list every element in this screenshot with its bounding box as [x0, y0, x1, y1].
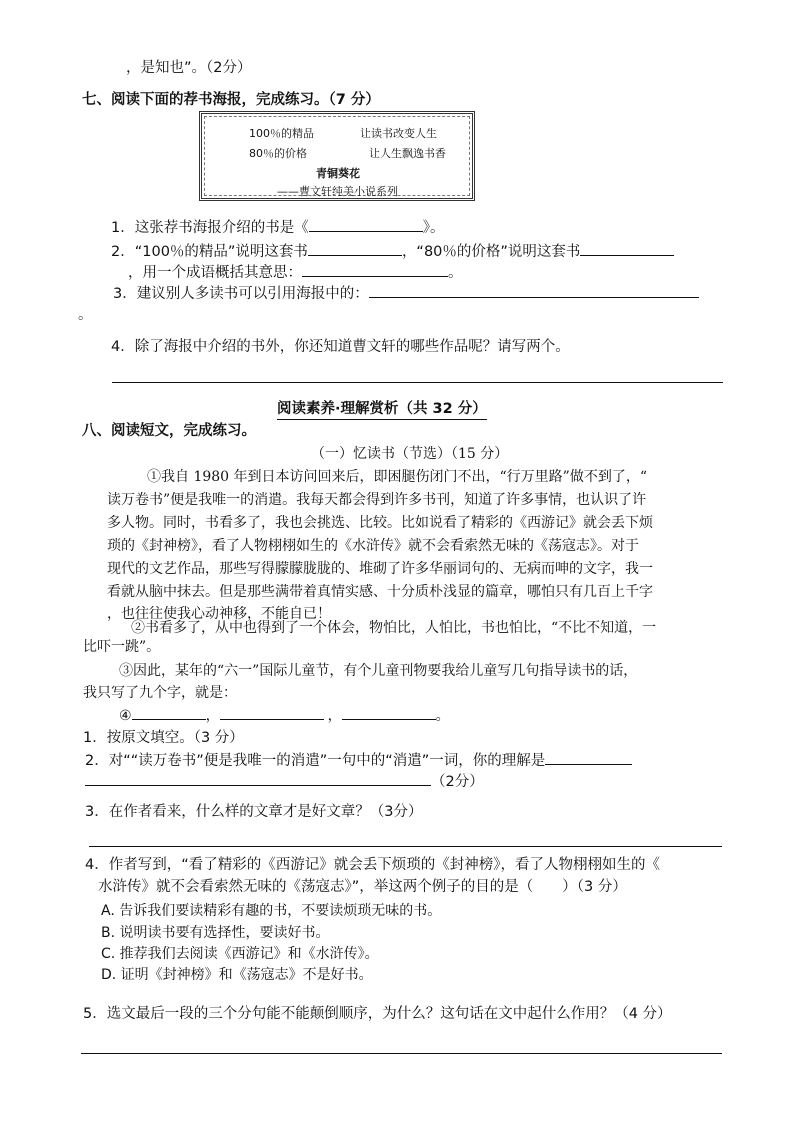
passage-line: 看就从脑中抹去。但是那些满带着真情实感、十分质朴浅显的篇章，哪怕只有几百上千字 — [107, 584, 653, 600]
passage-line: 琐的《封神榜》，看了人物栩栩如生的《水浒传》就不会看索然无味的《荡寇志》。对于 — [107, 538, 639, 554]
answer-blank[interactable] — [369, 283, 699, 298]
question-2-text: 2．对““读万卷书”便是我唯一的消遣”一句中的“消遣”一词，你的理解是 — [85, 753, 546, 769]
question-2-score: （2分） — [431, 774, 484, 790]
poster-text: 80％的价格 — [249, 147, 307, 160]
passage-title: （一）忆读书（节选）（15 分） — [311, 446, 509, 462]
poster-text: 让读书改变人生 — [360, 127, 437, 140]
answer-line[interactable] — [81, 1053, 722, 1054]
end-mark: 。 — [435, 708, 450, 724]
q7-item-2 — [111, 240, 674, 261]
q7-item-4: 4．除了海报中介绍的书外，你还知道曹文轩的哪些作品呢？请写两个。 — [111, 339, 570, 355]
poster-text: 100％的精品 — [249, 127, 314, 140]
separator: ， — [205, 708, 220, 724]
para-number: ④ — [119, 708, 132, 724]
answer-blank[interactable] — [342, 705, 436, 720]
option-b[interactable]: B. 说明读书要有选择性，要读好书。 — [101, 925, 330, 941]
poster-subtitle: ——曹文轩纯美小说系列 — [277, 185, 398, 198]
poster-title: 青铜葵花 — [316, 167, 360, 180]
q7-item-3-text: 3．建议别人多读书可以引用海报中的： — [113, 286, 369, 302]
question-1: 1．按原文填空。（3 分） — [83, 730, 244, 746]
q7-item-2-text-b: ，“80％的价格”说明这套书 — [401, 244, 581, 260]
question-5: 5．选文最后一段的三个分句能不能颠倒顺序，为什么？这句话在文中起什么作用？（4 分） — [83, 1006, 672, 1022]
passage-line: ①我自 1980 年到日本访问回来后，即困腿伤闭门不出，“行万里路”做不到了，“ — [147, 469, 647, 485]
answer-blank[interactable] — [302, 262, 448, 277]
passage-fill-line — [119, 705, 450, 725]
answer-blank[interactable] — [545, 750, 632, 765]
q7-item-2-end: 。 — [448, 265, 463, 281]
passage-line: 比吓一跳”。 — [83, 639, 161, 655]
question-2 — [85, 749, 632, 770]
q7-item-1 — [111, 216, 444, 237]
option-a[interactable]: A. 告诉我们要读精彩有趣的书，不要读烦琐无味的书。 — [101, 903, 442, 919]
passage-line: 多人物。同时，书看多了，我也会挑选、比较。比如说看了精彩的《西游记》就会丢下烦 — [107, 515, 653, 531]
passage-line: 现代的文艺作品，那些写得朦朦胧胧的、堆砌了许多华丽词句的、无病而呻的文字，我一 — [107, 561, 653, 577]
passage-line: 我只写了九个字，就是： — [83, 685, 237, 701]
question-3: 3．在作者看来，什么样的文章才是好文章？（3分） — [85, 804, 423, 820]
option-d[interactable]: D. 证明《封神榜》和《荡寇志》不是好书。 — [101, 967, 373, 983]
answer-line[interactable] — [89, 846, 722, 847]
q7-item-2-text: 2．“100％的精品”说明这套书 — [111, 244, 308, 260]
section-title: 阅读素养·理解赏析（共 32 分） — [277, 397, 487, 420]
answer-blank[interactable] — [308, 241, 402, 256]
q7-item-3-end: 。 — [78, 307, 93, 323]
option-c[interactable]: C. 推荐我们去阅读《西游记》和《水浒传》。 — [101, 946, 379, 962]
answer-blank[interactable] — [220, 705, 324, 720]
q7-item-3 — [113, 282, 699, 303]
book-poster — [199, 111, 475, 201]
continued-text: ，是知也”。（2分） — [126, 60, 252, 76]
passage-line: 读万卷书”便是我唯一的消遣。我每天都会得到许多书刊，知道了许多事情，也认识了许 — [107, 492, 647, 508]
q7-item-2-text-c: ，用一个成语概括其意思： — [128, 265, 302, 281]
passage-line: ，也往往使我心动神移，不能自已！ — [107, 606, 331, 622]
separator: ， — [327, 708, 342, 724]
answer-blank[interactable] — [85, 771, 431, 786]
question-4-line2: 水浒传》就不会看索然无味的《荡寇志》”，举这两个例子的目的是（ ）（3 分） — [98, 879, 627, 895]
q7-item-1-text: 1．这张荐书海报介绍的书是《 — [111, 220, 309, 236]
q7-item-2-line2 — [128, 261, 463, 282]
passage-line: ②书看多了，从中也得到了一个体会，物怕比，人怕比，书也怕比，“不比不知道，一 — [131, 620, 657, 636]
poster-text: 让人生飘逸书香 — [369, 147, 446, 160]
question-4-line1: 4．作者写到，“看了精彩的《西游记》就会丢下烦琐的《封神榜》，看了人物栩栩如生的《 — [85, 857, 660, 873]
answer-line[interactable] — [112, 382, 723, 383]
passage-line: ③因此，某年的“六一”国际儿童节，有个儿童刊物要我给儿童写几句指导读书的话， — [119, 663, 638, 679]
q7-item-1-end: 》。 — [422, 220, 445, 236]
answer-blank[interactable] — [132, 705, 206, 720]
q7-heading: 七、阅读下面的荐书海报，完成练习。（7 分） — [82, 92, 380, 108]
question-2-line2 — [85, 770, 484, 791]
q8-heading: 八、阅读短文，完成练习。 — [82, 423, 256, 439]
answer-blank[interactable] — [309, 217, 423, 232]
answer-blank[interactable] — [580, 241, 674, 256]
